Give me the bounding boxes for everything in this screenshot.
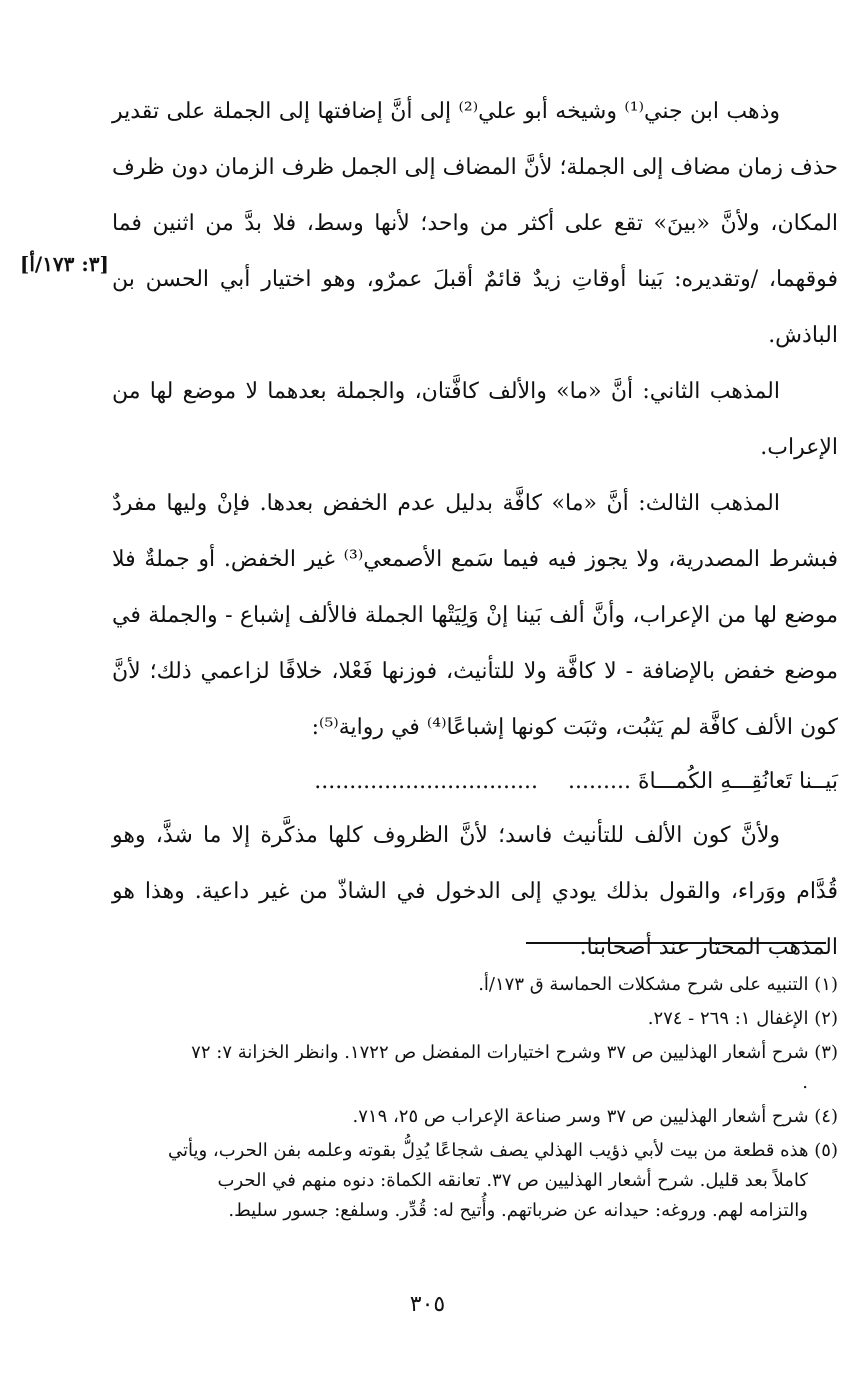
footnote-5-line-1: (٥) هذه قطعة من بيت لأبي ذؤيب الهذلي يصف شجاعًا يُدِلُّ بقوته وعلمه بفن الحرب، ويأتي [167, 1140, 838, 1161]
footnote-2: (٢) الإغفال ١: ٢٦٩ - ٢٧٤. [647, 1008, 838, 1029]
verse-hemistich-1: بَيــنا تَعانُقِـــهِ الكُمـــاةَ ......... [568, 769, 838, 794]
paragraph-second-school: المذهب الثاني: أنَّ «ما» والألف كافَّتان، والجملة بعدهما لا موضع لها من الإعراب. [112, 379, 838, 460]
paragraph-conclusion: ولأنَّ كون الألف للتأنيث فاسد؛ لأنَّ الظروف كلها مذكَّرة إلا ما شذَّ، وهو قُدَّام ووَراء، والقول بذلك يودي إلى الدخول في الشاذّ من غير داعية. وهذا هو المذهب المختار عند أصحابنا. [112, 823, 838, 960]
verse-line [112, 756, 838, 808]
footnote-1: (١) التنبيه على شرح مشكلات الحماسة ق ١٧٣/أ. [478, 974, 838, 995]
footnote-4: (٤) شرح أشعار الهذليين ص ٣٧ وسر صناعة الإعراب ص ٢٥، ٧١٩. [352, 1106, 838, 1127]
footnote-3-continuation: . [802, 1072, 808, 1093]
margin-manuscript-reference: [٣: ١٧٣/أ] [19, 252, 109, 276]
footnote-3 [112, 1038, 838, 1098]
main-text [112, 84, 838, 976]
footnote-separator [526, 942, 826, 944]
paragraph-third-school: المذهب الثالث: أنَّ «ما» كافَّة بدليل عدم الخفض بعدها. فإنْ وليها مفردٌ فبشرط المصدرية، ولا يجوز فيه فيما سَمع الأصمعي⁽³⁾ غير الخفض. أو جملةٌ فلا موضع لها من الإعراب، وأنَّ ألف بَينا إنْ وَلِيَتْها الجملة فالألف إشباع - والجملة في موضع خفض بالإضافة - لا كافَّة ولا للتأنيث، فوزنها فَعْلا، خلافًا لزاعمي ذلك؛ لأنَّ كون الألف كافَّة لم يَثبُت، وثبَت كونها إشباعًا⁽⁴⁾ في رواية⁽⁵⁾: [112, 491, 838, 740]
page-number: ٣٠٥ [409, 1292, 446, 1317]
verse-hemistich-2: ................................ [314, 769, 539, 794]
footnote-5-line-2: كاملاً بعد قليل. شرح أشعار الهذليين ص ٣٧. تعانقه الكماة: دنوه منهم في الحرب [217, 1170, 808, 1191]
footnote-5 [112, 1136, 838, 1226]
footnotes [112, 970, 838, 1230]
footnote-5-line-3: والتزامه لهم. وروغه: حيدانه عن ضرباتهم. وأُتيح له: قُدِّر. وسلفع: جسور سليط. [228, 1200, 808, 1221]
footnote-3-text: (٣) شرح أشعار الهذليين ص ٣٧ وشرح اختيارات المفضل ص ١٧٢٢. وانظر الخزانة ٧: ٧٢ [191, 1042, 838, 1063]
paragraph-ibn-jinni: وذهب ابن جني⁽¹⁾ وشيخه أبو علي⁽²⁾ إلى أنَّ إضافتها إلى الجملة على تقدير حذف زمان مضاف إلى الجملة؛ لأنَّ المضاف إلى الجمل ظرف الزمان دون ظرف المكان، ولأنَّ «بينَ» تقع على أكثر من واحد؛ لأنها وسط، فلا بدَّ من اثنين فما فوقهما، /وتقديره: بَينا أوقاتِ زيدٌ قائمٌ أقبلَ عمرٌو، وهو اختيار أبي الحسن بن الباذش. [112, 99, 838, 348]
